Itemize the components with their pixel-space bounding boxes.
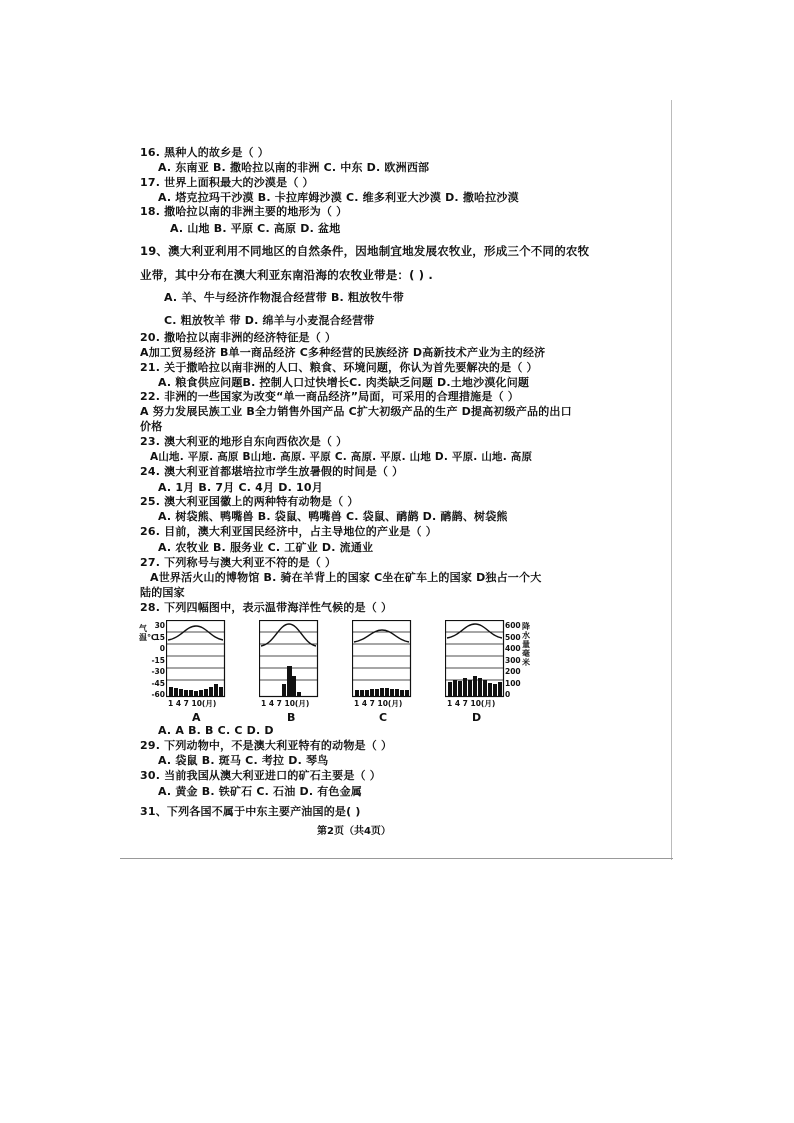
question-27: 27. 下列称号与澳大利亚不符的是（ ） [140, 556, 337, 569]
question-27-cont: 陆的国家 [140, 586, 185, 599]
x-axis-ticks-a: 1 4 7 10(月) [168, 699, 217, 708]
question-31: 31、下列各国不属于中东主要产油国的是( ) [140, 805, 361, 818]
question-28: 28. 下列四幅图中，表示温带海洋性气候的是（ ） [140, 601, 393, 614]
climate-chart-b [259, 620, 319, 700]
question-19: 19、澳大利亚利用不同地区的自然条件，因地制宜地发展农牧业，形成三个不同的农牧 [140, 244, 590, 258]
question-23-options: A山地. 平原. 高原 B山地. 高原. 平原 C. 高原. 平原. 山地 D. 平原. 山地. 高原 [150, 451, 533, 463]
temperature-tick: -60 [151, 690, 165, 699]
climate-chart-d [445, 620, 505, 700]
question-17-options: A. 塔克拉玛干沙漠 B. 卡拉库姆沙漠 C. 维多利亚大沙漠 D. 撒哈拉沙漠 [158, 191, 519, 204]
question-27-options: A世界活火山的博物馆 B. 骑在羊背上的国家 C坐在矿车上的国家 D独占一个大 [150, 571, 542, 584]
climate-chart-a [166, 620, 226, 700]
temperature-tick: -30 [151, 667, 165, 676]
question-20-options: A加工贸易经济 B单一商品经济 C多种经营的民族经济 D高新技术产业为主的经济 [140, 346, 546, 359]
question-18-options: A. 山地 B. 平原 C. 高原 D. 盆地 [170, 222, 341, 235]
precipitation-axis-title: 降水量毫米 [522, 622, 530, 667]
precipitation-tick: 500 [505, 632, 521, 642]
question-30-options: A. 黄金 B. 铁矿石 C. 石油 D. 有色金属 [158, 785, 363, 798]
question-28-options: A. A B. B C. C D. D [158, 724, 274, 737]
question-20: 20. 撒哈拉以南非洲的经济特征是（ ） [140, 331, 337, 344]
question-17: 17. 世界上面积最大的沙漠是（ ） [140, 176, 314, 189]
temperature-tick: -45 [151, 678, 165, 688]
x-axis-ticks-c: 1 4 7 10(月) [354, 699, 403, 708]
question-30: 30. 当前我国从澳大利亚进口的矿石主要是（ ） [140, 769, 381, 782]
question-19-cont: 业带，其中分布在澳大利亚东南沿海的农牧业带是：( ) . [140, 268, 433, 282]
precipitation-tick: 300 [505, 655, 521, 665]
climate-chart-c [352, 620, 412, 700]
question-24-options: A. 1月 B. 7月 C. 4月 D. 10月 [158, 481, 323, 494]
question-22: 22. 非洲的一些国家为改变“单一商品经济”局面，可采用的合理措施是（ ） [140, 390, 520, 403]
page-footer: 第2页（共4页） [317, 826, 391, 837]
question-23: 23. 澳大利亚的地形自东向西依次是（ ） [140, 435, 348, 448]
temperature-axis-ticks [147, 620, 165, 701]
question-24: 24. 澳大利亚首都堪培拉市学生放暑假的时间是（ ） [140, 465, 404, 478]
question-29-options: A. 袋鼠 B. 斑马 C. 考拉 D. 琴鸟 [158, 754, 329, 767]
question-25-options: A. 树袋熊、鸭嘴兽 B. 袋鼠、鸭嘴兽 C. 袋鼠、鸸鹋 D. 鸸鹋、树袋熊 [158, 510, 508, 523]
question-25: 25. 澳大利亚国徽上的两种特有动物是（ ） [140, 495, 359, 508]
chart-label-d: D [472, 711, 482, 724]
precipitation-tick: 100 [505, 678, 521, 688]
question-21-options: A. 粮食供应问题B. 控制人口过快增长C. 肉类缺乏问题 D.土地沙漠化问题 [158, 376, 530, 389]
temperature-axis-title: 气温℃ [139, 624, 157, 642]
page-edge [671, 100, 672, 860]
precipitation-axis-ticks [505, 620, 523, 701]
temperature-tick: -15 [151, 655, 165, 665]
precipitation-tick: 0 [505, 690, 511, 699]
precipitation-tick: 400 [505, 644, 521, 653]
question-29: 29. 下列动物中，不是澳大利亚特有的动物是（ ） [140, 739, 393, 752]
question-19-options-1: A. 羊、牛与经济作物混合经营带 B. 粗放牧牛带 [164, 291, 404, 304]
question-16: 16. 黑种人的故乡是（ ） [140, 146, 269, 159]
x-axis-ticks-d: 1 4 7 10(月) [447, 699, 496, 708]
temperature-tick: 15 [154, 632, 165, 642]
question-26-options: A. 农牧业 B. 服务业 C. 工矿业 D. 流通业 [158, 541, 374, 554]
question-19-options-2: C. 粗放牧羊 带 D. 绵羊与小麦混合经营带 [164, 314, 375, 327]
question-22-options: A 努力发展民族工业 B全力销售外国产品 C扩大初级产品的生产 D提高初级产品的出口 [140, 405, 572, 418]
chart-label-c: C [379, 711, 388, 724]
question-18: 18. 撒哈拉以南的非洲主要的地形为（ ） [140, 205, 348, 218]
chart-label-a: A [192, 711, 201, 724]
temperature-tick: 30 [154, 621, 165, 630]
question-21: 21. 关于撒哈拉以南非洲的人口、粮食、环境问题，你认为首先要解决的是（ ） [140, 361, 538, 374]
question-16-options: A. 东南亚 B. 撒哈拉以南的非洲 C. 中东 D. 欧洲西部 [158, 161, 430, 174]
question-22-cont: 价格 [140, 420, 163, 433]
x-axis-ticks-b: 1 4 7 10(月) [261, 699, 310, 708]
precipitation-tick: 600 [505, 621, 521, 630]
chart-label-b: B [287, 711, 296, 724]
page-edge [120, 858, 673, 859]
question-26: 26. 目前，澳大利亚国民经济中，占主导地位的产业是（ ） [140, 525, 437, 538]
precipitation-tick: 200 [505, 667, 521, 676]
temperature-tick: 0 [159, 644, 165, 653]
